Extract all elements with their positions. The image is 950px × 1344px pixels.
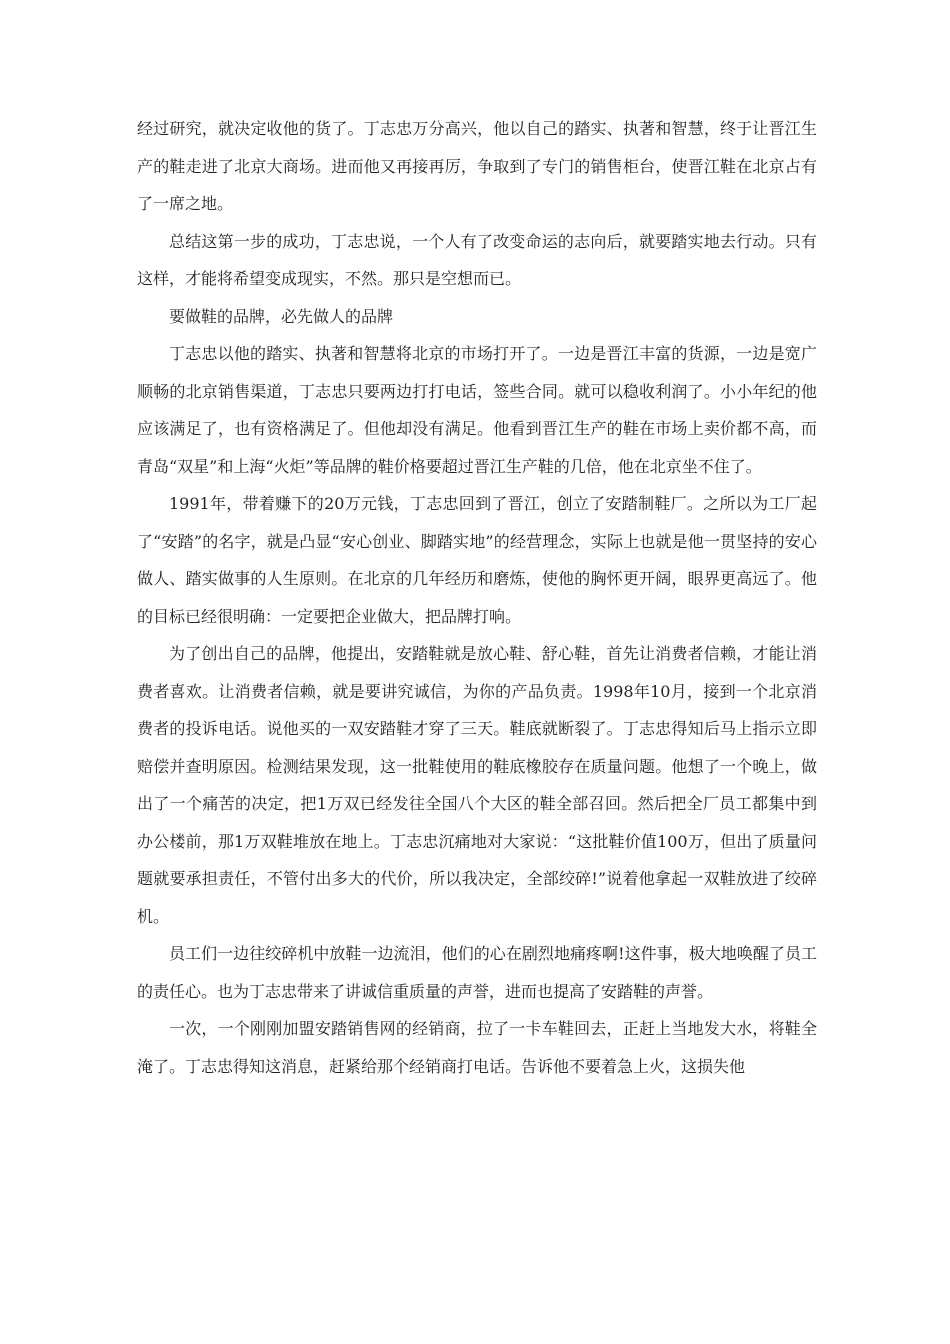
paragraph-1: 经过研究，就决定收他的货了。丁志忠万分高兴，他以自己的踏实、执著和智慧，终于让晋江生产的鞋走进了北京大商场。进而他又再接再厉，争取到了专门的销售柜台，使晋江鞋在北京占有了一席之地。 bbox=[137, 119, 817, 213]
document-page bbox=[137, 110, 817, 1085]
paragraph-6: 员工们一边往绞碎机中放鞋一边流泪，他们的心在剧烈地痛疼啊!这件事，极大地唤醒了员工的责任心。也为丁志忠带来了讲诚信重质量的声誉，进而也提高了安踏鞋的声誉。 bbox=[137, 944, 817, 1001]
paragraph-2: 总结这第一步的成功，丁志忠说，一个人有了改变命运的志向后，就要踏实地去行动。只有这样，才能将希望变成现实，不然。那只是空想而已。 bbox=[137, 231, 817, 288]
paragraph-4: 1991年，带着赚下的20万元钱，丁志忠回到了晋江，创立了安踏制鞋厂。之所以为工厂起了“安踏”的名字，就是凸显“安心创业、脚踏实地”的经营理念，实际上也就是他一贯坚持的安心做人、踏实做事的人生原则。在北京的几年经历和磨炼，使他的胸怀更开阔，眼界更高远了。他的目标已经很明确：一定要把企业做大，把品牌打响。 bbox=[137, 494, 817, 626]
paragraph-7: 一次，一个刚刚加盟安踏销售网的经销商，拉了一卡车鞋回去，正赶上当地发大水，将鞋全淹了。丁志忠得知这消息，赶紧给那个经销商打电话。告诉他不要着急上火，这损失他 bbox=[137, 1019, 817, 1076]
section-heading: 要做鞋的品牌，必先做人的品牌 bbox=[169, 306, 394, 326]
paragraph-3: 丁志忠以他的踏实、执著和智慧将北京的市场打开了。一边是晋江丰富的货源，一边是宽广顺畅的北京销售渠道，丁志忠只要两边打打电话，签些合同。就可以稳收利润了。小小年纪的他应该满足了，也有资格满足了。但他却没有满足。他看到晋江生产的鞋在市场上卖价都不高，而青岛“双星”和上海“火炬”等品牌的鞋价格要超过晋江生产鞋的几倍，他在北京坐不住了。 bbox=[137, 344, 817, 476]
paragraph-5: 为了创出自己的品牌，他提出，安踏鞋就是放心鞋、舒心鞋，首先让消费者信赖，才能让消费者喜欢。让消费者信赖，就是要讲究诚信，为你的产品负责。1998年10月，接到一个北京消费者的投诉电话。说他买的一双安踏鞋才穿了三天。鞋底就断裂了。丁志忠得知后马上指示立即赔偿并查明原因。检测结果发现，这一批鞋使用的鞋底橡胶存在质量问题。他想了一个晚上，做出了一个痛苦的决定，把1万双已经发往全国八个大区的鞋全部召回。然后把全厂员工都集中到办公楼前，那1万双鞋堆放在地上。丁志忠沉痛地对大家说：“这批鞋价值100万，但出了质量问题就要承担责任，不管付出多大的代价，所以我决定，全部绞碎!”说着他拿起一双鞋放进了绞碎机。 bbox=[137, 644, 817, 926]
